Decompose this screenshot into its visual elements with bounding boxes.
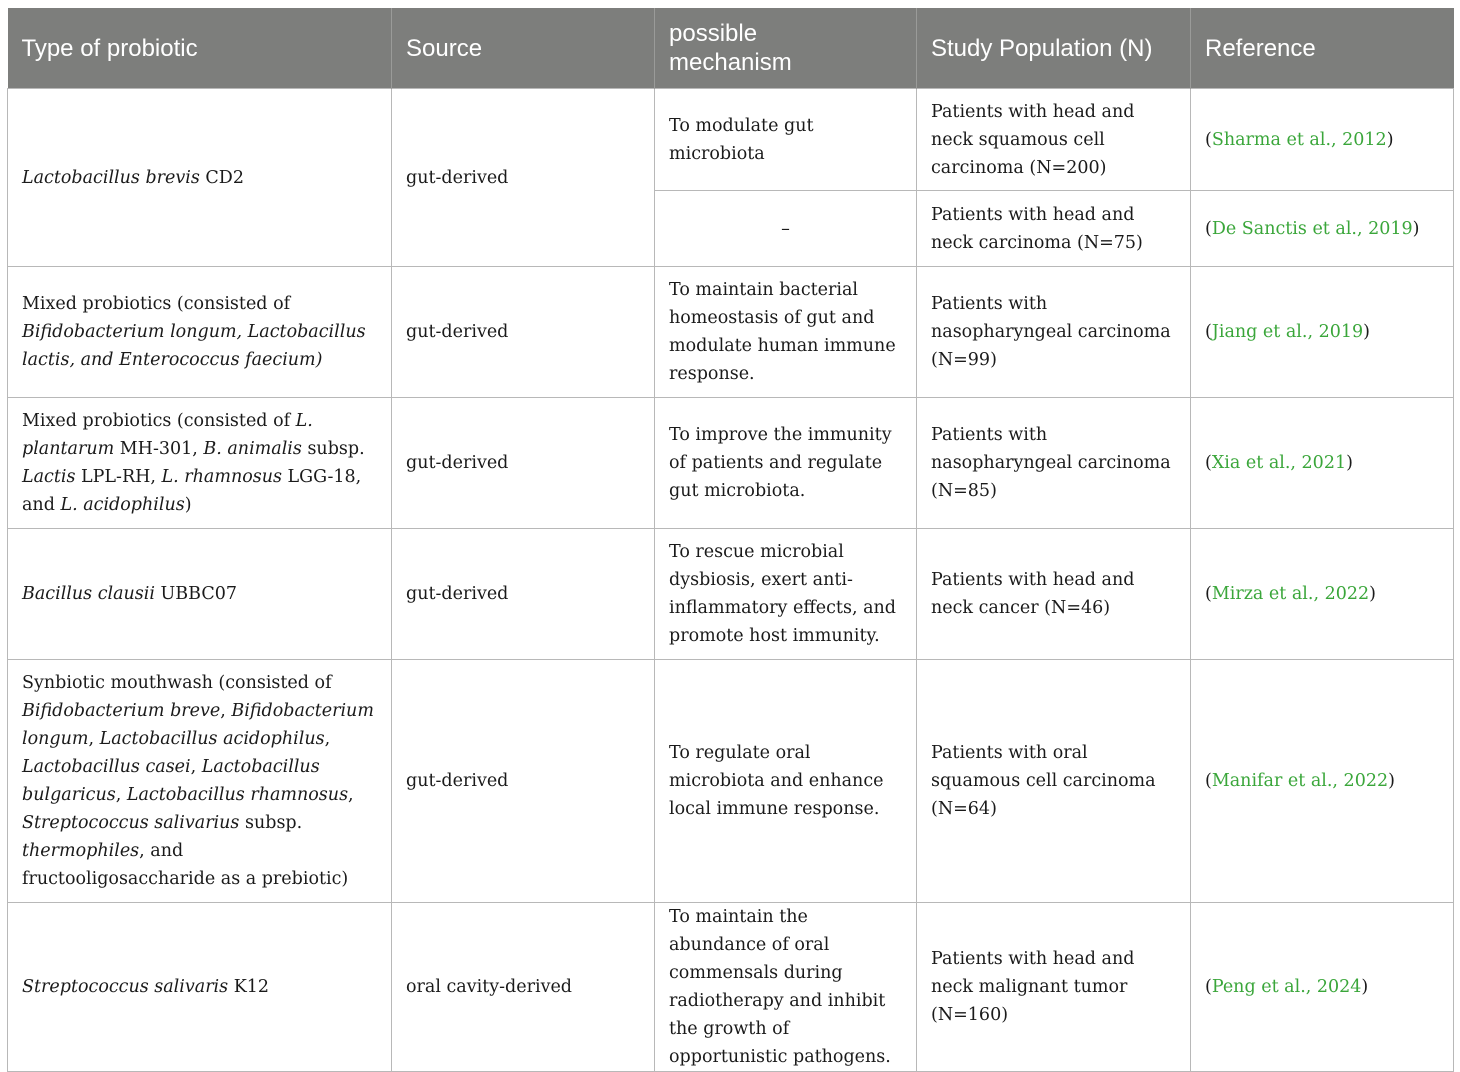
reference-link[interactable]: De Sanctis et al., 2019 bbox=[1211, 218, 1413, 239]
reference-cell: (Peng et al., 2024) bbox=[1191, 903, 1454, 1072]
reference-link[interactable]: Peng et al., 2024 bbox=[1211, 977, 1362, 997]
type-text: LGG-18, and bbox=[22, 467, 362, 515]
species-name: thermophiles bbox=[22, 841, 140, 861]
species-name: Bifidobacterium longum bbox=[22, 701, 374, 749]
mechanism-cell: To regulate oral microbiota and enhance local immune response. bbox=[655, 660, 917, 903]
type-text: MH-301, bbox=[114, 439, 204, 459]
type-text: , bbox=[348, 785, 354, 805]
source-cell: gut-derived bbox=[392, 529, 655, 660]
header-mechanism-text: possible mechanism bbox=[669, 20, 792, 76]
type-cell bbox=[8, 267, 392, 398]
type-text: , bbox=[190, 757, 202, 777]
type-text: CD2 bbox=[199, 167, 244, 188]
type-text: Synbiotic mouthwash (consisted of bbox=[22, 673, 332, 693]
reference-cell: (Jiang et al., 2019) bbox=[1191, 267, 1454, 398]
header-source: Source bbox=[392, 8, 655, 89]
header-row bbox=[8, 8, 1454, 89]
source-cell: gut-derived bbox=[392, 267, 655, 398]
source-cell: oral cavity-derived bbox=[392, 903, 655, 1072]
reference-link[interactable]: Mirza et al., 2022 bbox=[1211, 584, 1370, 604]
population-cell: Patients with head and neck cancer (N=46) bbox=[917, 529, 1191, 660]
species-name: L. plantarum bbox=[22, 411, 313, 459]
type-text: ) bbox=[184, 495, 192, 515]
type-text: , bbox=[88, 729, 100, 749]
population-cell: Patients with head and neck carcinoma (N=75) bbox=[917, 191, 1191, 267]
species-name: Lactobacillus rhamnosus bbox=[126, 785, 349, 805]
population-cell: Patients with nasopharyngeal carcinoma (N=85) bbox=[917, 398, 1191, 529]
type-cell bbox=[8, 903, 392, 1072]
type-text: , bbox=[324, 729, 331, 749]
mechanism-cell: To rescue microbial dysbiosis, exert anti-inflammatory effects, and promote host immunity. bbox=[655, 529, 917, 660]
header-reference: Reference bbox=[1191, 8, 1454, 89]
species-name: Lactobacillus brevis bbox=[22, 167, 200, 188]
table-row bbox=[8, 529, 1454, 660]
header-population: Study Population (N) bbox=[917, 8, 1191, 89]
reference-link[interactable]: Jiang et al., 2019 bbox=[1211, 322, 1364, 342]
reference-link[interactable]: Sharma et al., 2012 bbox=[1211, 129, 1387, 150]
mechanism-cell: To maintain bacterial homeostasis of gut and modulate human immune response. bbox=[655, 267, 917, 398]
species-name: L. acidophilus bbox=[60, 495, 185, 515]
species-name: Lactis bbox=[22, 467, 76, 487]
header-type: Type of probiotic bbox=[8, 8, 392, 89]
source-cell: gut-derived bbox=[392, 398, 655, 529]
type-cell bbox=[8, 529, 392, 660]
source-cell: gut-derived bbox=[392, 89, 655, 267]
species-name: B. animalis bbox=[203, 439, 302, 459]
type-text: UBBC07 bbox=[154, 584, 237, 604]
table-row bbox=[8, 267, 1454, 398]
population-cell: Patients with head and neck malignant tumor (N=160) bbox=[917, 903, 1191, 1072]
type-text: LPL-RH, bbox=[75, 467, 162, 487]
species-name: Bacillus clausii bbox=[22, 584, 155, 604]
reference-cell: (Mirza et al., 2022) bbox=[1191, 529, 1454, 660]
type-text: K12 bbox=[228, 977, 270, 997]
type-text: subsp. bbox=[301, 439, 365, 459]
table-row bbox=[8, 660, 1454, 903]
population-cell: Patients with oral squamous cell carcinoma (N=64) bbox=[917, 660, 1191, 903]
mechanism-cell: – bbox=[655, 191, 917, 267]
probiotics-table bbox=[7, 8, 1454, 1072]
reference-cell: (Sharma et al., 2012) bbox=[1191, 89, 1454, 191]
species-name: L. rhamnosus bbox=[161, 467, 282, 487]
table-row bbox=[8, 398, 1454, 529]
reference-cell: (De Sanctis et al., 2019) bbox=[1191, 191, 1454, 267]
type-text: , bbox=[115, 785, 127, 805]
reference-link[interactable]: Manifar et al., 2022 bbox=[1211, 771, 1389, 791]
type-cell bbox=[8, 660, 392, 903]
species-name: Streptococcus salivaris bbox=[22, 977, 229, 997]
reference-link[interactable]: Xia et al., 2021 bbox=[1211, 453, 1347, 473]
type-text: Mixed probiotics (consisted of bbox=[22, 294, 291, 314]
header-mechanism bbox=[655, 8, 917, 89]
type-cell bbox=[8, 89, 392, 267]
reference-cell: (Manifar et al., 2022) bbox=[1191, 660, 1454, 903]
species-name: Streptococcus salivarius bbox=[22, 813, 240, 833]
species-name: Lactobacillus bulgaricus bbox=[22, 757, 320, 805]
species-name: Lactobacillus casei bbox=[22, 757, 191, 777]
type-text: subsp. bbox=[239, 813, 303, 833]
mechanism-cell: To improve the immunity of patients and regulate gut microbiota. bbox=[655, 398, 917, 529]
population-cell: Patients with head and neck squamous cell carcinoma (N=200) bbox=[917, 89, 1191, 191]
source-cell: gut-derived bbox=[392, 660, 655, 903]
mechanism-cell: To modulate gut microbiota bbox=[655, 89, 917, 191]
mechanism-cell: To maintain the abundance of oral commensals during radiotherapy and inhibit the growth of opportunistic pathogens. bbox=[655, 903, 917, 1072]
table-row bbox=[8, 89, 1454, 191]
species-name: Bifidobacterium longum, Lactobacillus lactis, and Enterococcus faecium) bbox=[22, 322, 366, 370]
population-cell: Patients with nasopharyngeal carcinoma (N=99) bbox=[917, 267, 1191, 398]
species-name: Bifidobacterium breve bbox=[22, 701, 221, 721]
type-cell bbox=[8, 398, 392, 529]
reference-cell: (Xia et al., 2021) bbox=[1191, 398, 1454, 529]
type-text: Mixed probiotics (consisted of bbox=[22, 411, 296, 431]
type-text: , and fructooligosaccharide as a prebiotic) bbox=[22, 841, 349, 889]
table-row bbox=[8, 903, 1454, 1072]
type-text: , bbox=[220, 701, 232, 721]
species-name: Lactobacillus acidophilus bbox=[99, 729, 325, 749]
